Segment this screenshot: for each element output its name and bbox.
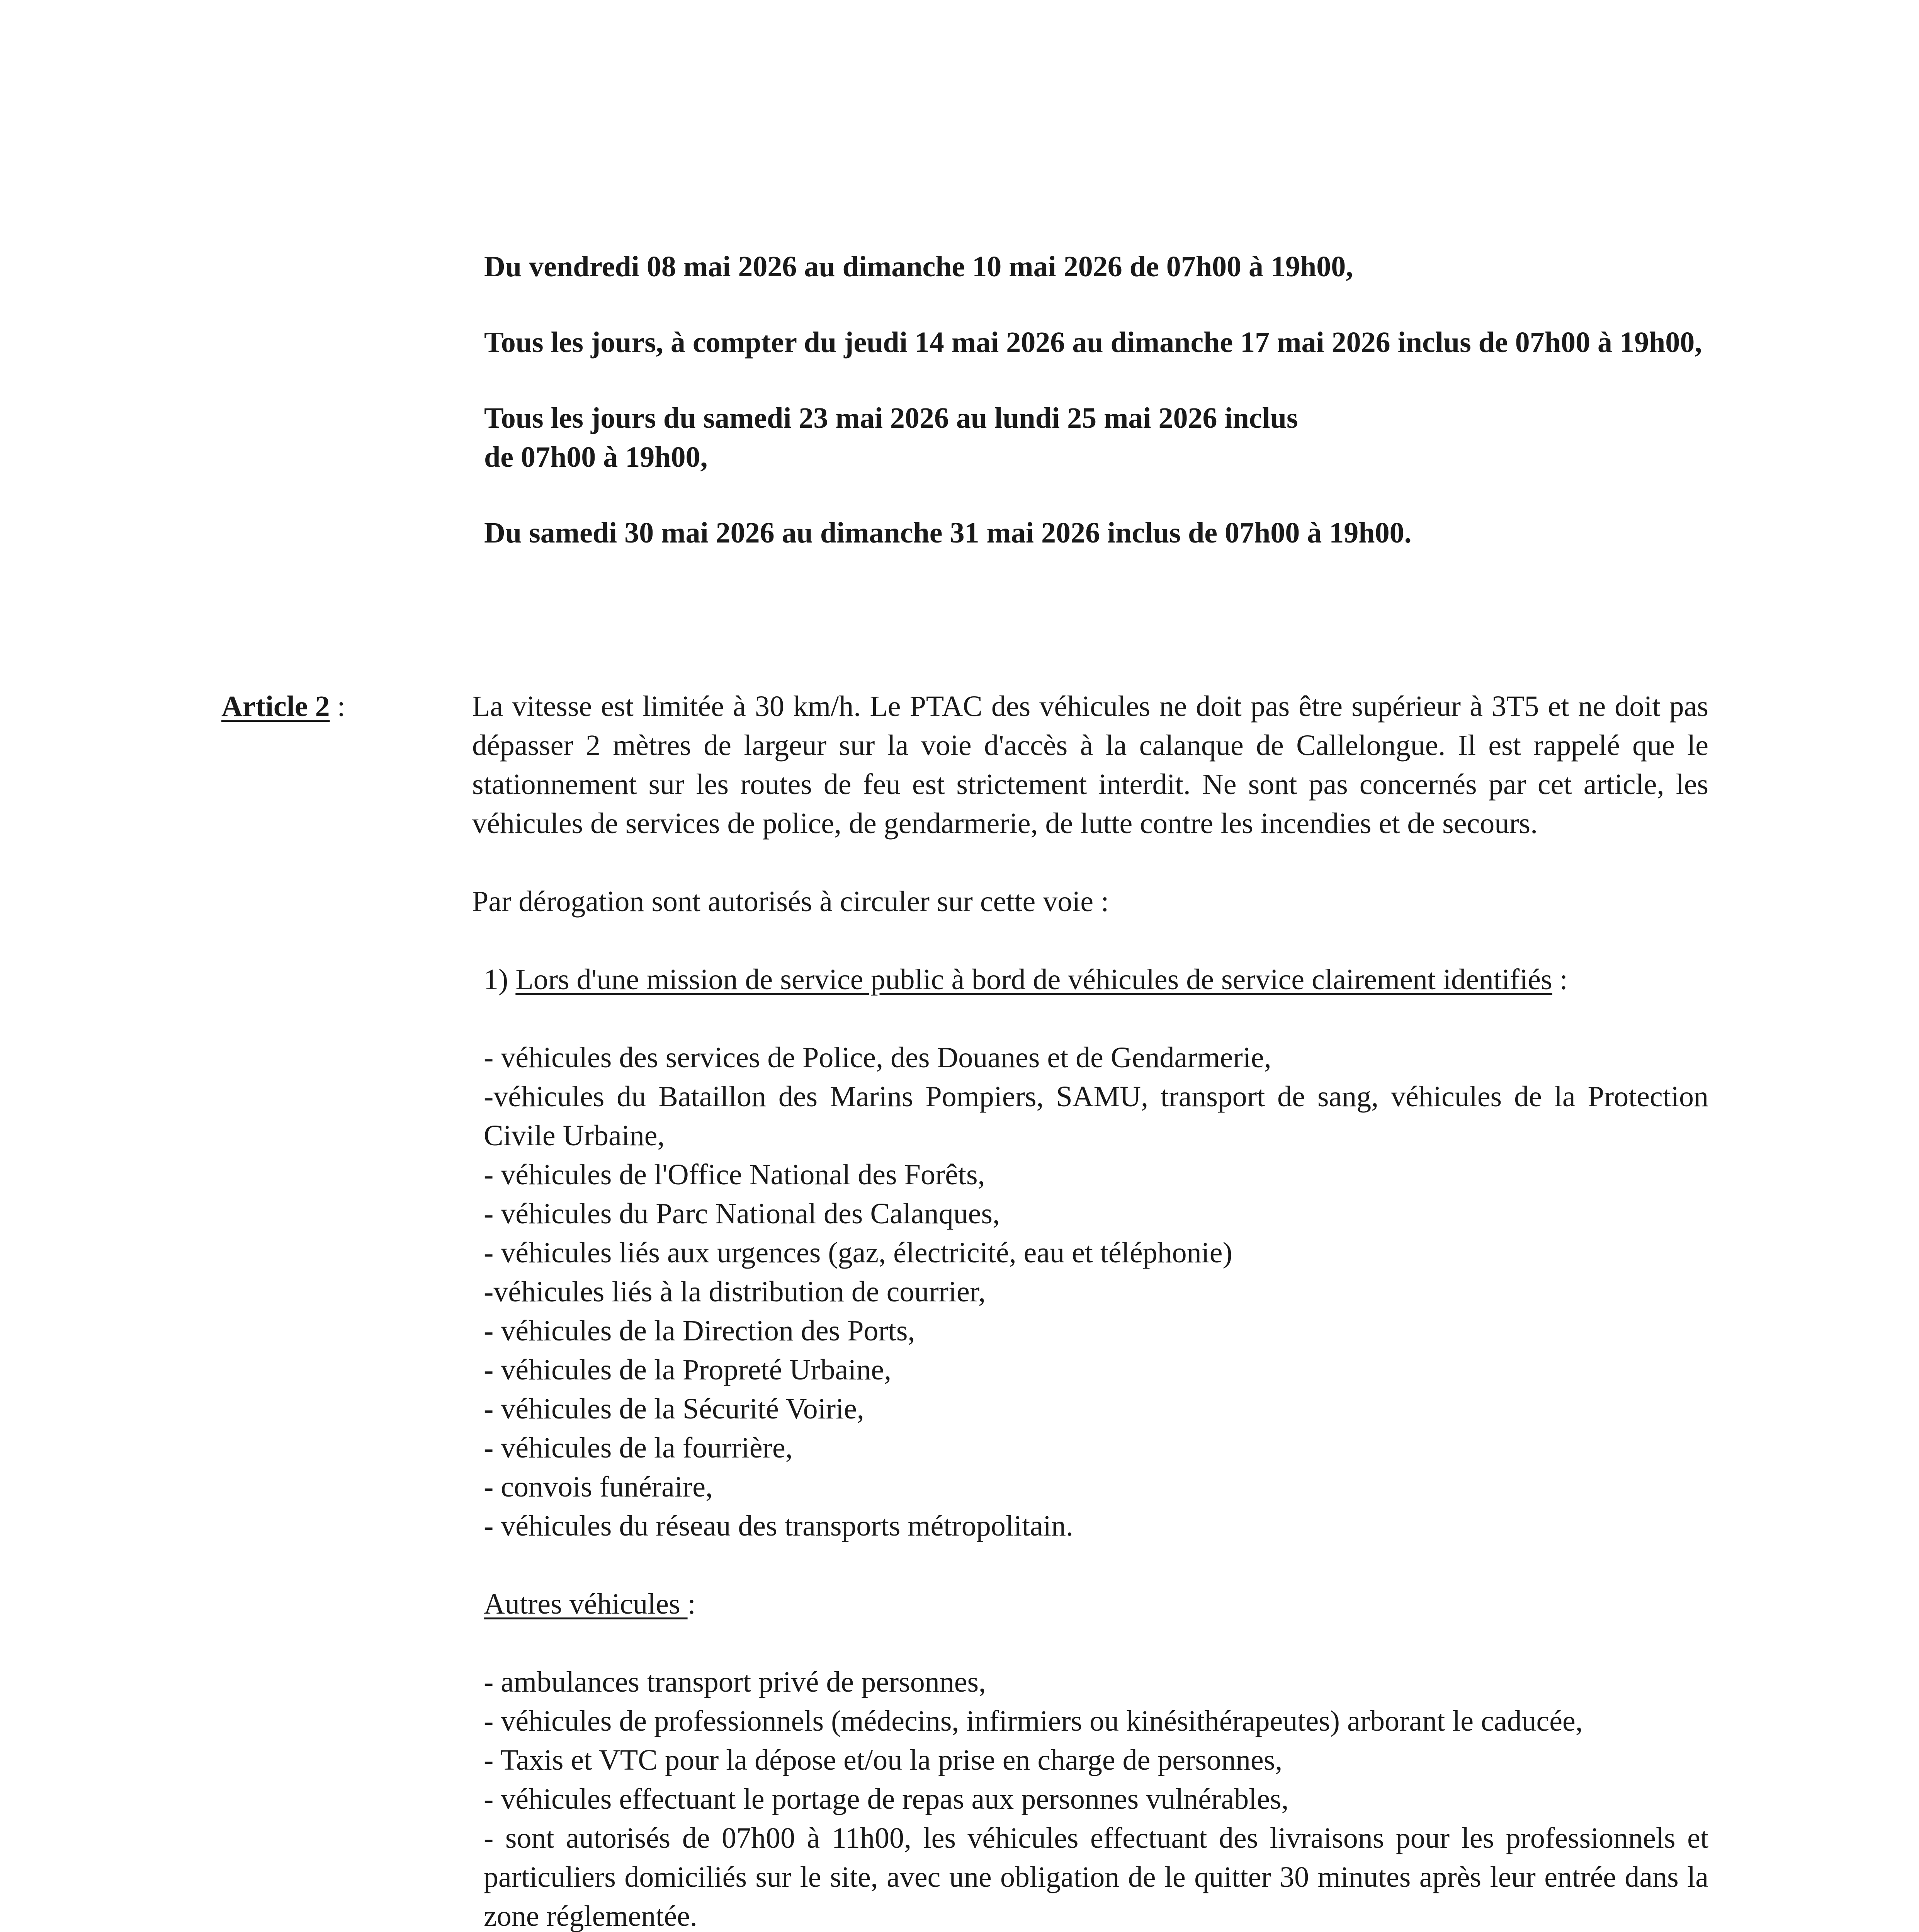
article-body: [472, 687, 1708, 1932]
list-item: - véhicules du réseau des transports métropolitain.: [484, 1510, 1073, 1542]
list-item: - véhicules de la Sécurité Voirie,: [484, 1393, 864, 1425]
list-item: -véhicules du Bataillon des Marins Pompiers, SAMU, transport de sang, véhicules de la Protection Civile Urbaine,: [484, 1080, 1708, 1152]
other-vehicle-list: [472, 1663, 1708, 1932]
other-vehicles-title: Autres véhicules: [484, 1588, 688, 1620]
section-1-number: 1): [484, 963, 508, 996]
list-item: - véhicules de la fourrière,: [484, 1432, 793, 1464]
list-item: - véhicules de la Propreté Urbaine,: [484, 1354, 892, 1386]
date-line: Tous les jours, à compter du jeudi 14 mai 2026 au dimanche 17 mai 2026 inclus de 07h00 à 19h00,: [484, 326, 1702, 359]
article-number: Article 2: [221, 690, 330, 723]
date-line: Tous les jours du samedi 23 mai 2026 au lundi 25 mai 2026 inclus: [484, 402, 1298, 434]
section-1-heading: [472, 960, 1708, 999]
list-item: - ambulances transport privé de personnes,: [484, 1666, 986, 1698]
section-1-title: Lors d'une mission de service public à bord de véhicules de service clairement identifiés: [515, 963, 1552, 996]
date-line: de 07h00 à 19h00,: [484, 441, 708, 473]
derogation-text: Par dérogation sont autorisés à circuler sur cette voie :: [472, 885, 1109, 918]
date-line: Du vendredi 08 mai 2026 au dimanche 10 mai 2026 de 07h00 à 19h00,: [484, 250, 1353, 283]
other-vehicles-colon: :: [687, 1588, 696, 1620]
list-item: - sont autorisés de 07h00 à 11h00, les véhicules effectuant des livraisons pour les professionnels et particuliers domiciliés sur le site, avec une obligation de le quitter 30 minutes après leur entrée dans la zone réglementée.: [484, 1822, 1708, 1932]
article-label: [221, 687, 345, 726]
list-item: -véhicules liés à la distribution de courrier,: [484, 1276, 986, 1308]
article-intro: La vitesse est limitée à 30 km/h. Le PTAC des véhicules ne doit pas être supérieur à 3T5 et ne doit pas dépasser 2 mètres de largeur sur la voie d'accès à la calanque de Callelongue. Il est rappelé que le stationnement sur les routes de feu est strictement interdit. Ne sont pas concernés par cet article, les véhicules de services de police, de gendarmerie, de lutte contre les incendies et de secours.: [472, 690, 1708, 840]
section-1-colon: :: [1552, 963, 1568, 996]
list-item: - véhicules de la Direction des Ports,: [484, 1315, 915, 1347]
list-item: - véhicules des services de Police, des Douanes et de Gendarmerie,: [484, 1041, 1271, 1074]
other-vehicles-heading: [472, 1585, 1708, 1624]
list-item: - véhicules de l'Office National des Forêts,: [484, 1158, 985, 1191]
article-label-colon: :: [330, 690, 345, 723]
public-service-vehicle-list: [472, 1038, 1708, 1546]
list-item: - véhicules effectuant le portage de repas aux personnes vulnérables,: [484, 1783, 1289, 1815]
list-item: - véhicules liés aux urgences (gaz, électricité, eau et téléphonie): [484, 1236, 1232, 1269]
date-line: Du samedi 30 mai 2026 au dimanche 31 mai 2026 inclus de 07h00 à 19h00.: [484, 517, 1412, 549]
list-item: - convois funéraire,: [484, 1471, 713, 1503]
list-item: - véhicules du Parc National des Calanques,: [484, 1197, 1000, 1230]
date-schedule: [484, 247, 1709, 589]
list-item: - véhicules de professionnels (médecins, infirmiers ou kinésithérapeutes) arborant le caducée,: [484, 1705, 1583, 1737]
list-item: - Taxis et VTC pour la dépose et/ou la prise en charge de personnes,: [484, 1744, 1283, 1776]
